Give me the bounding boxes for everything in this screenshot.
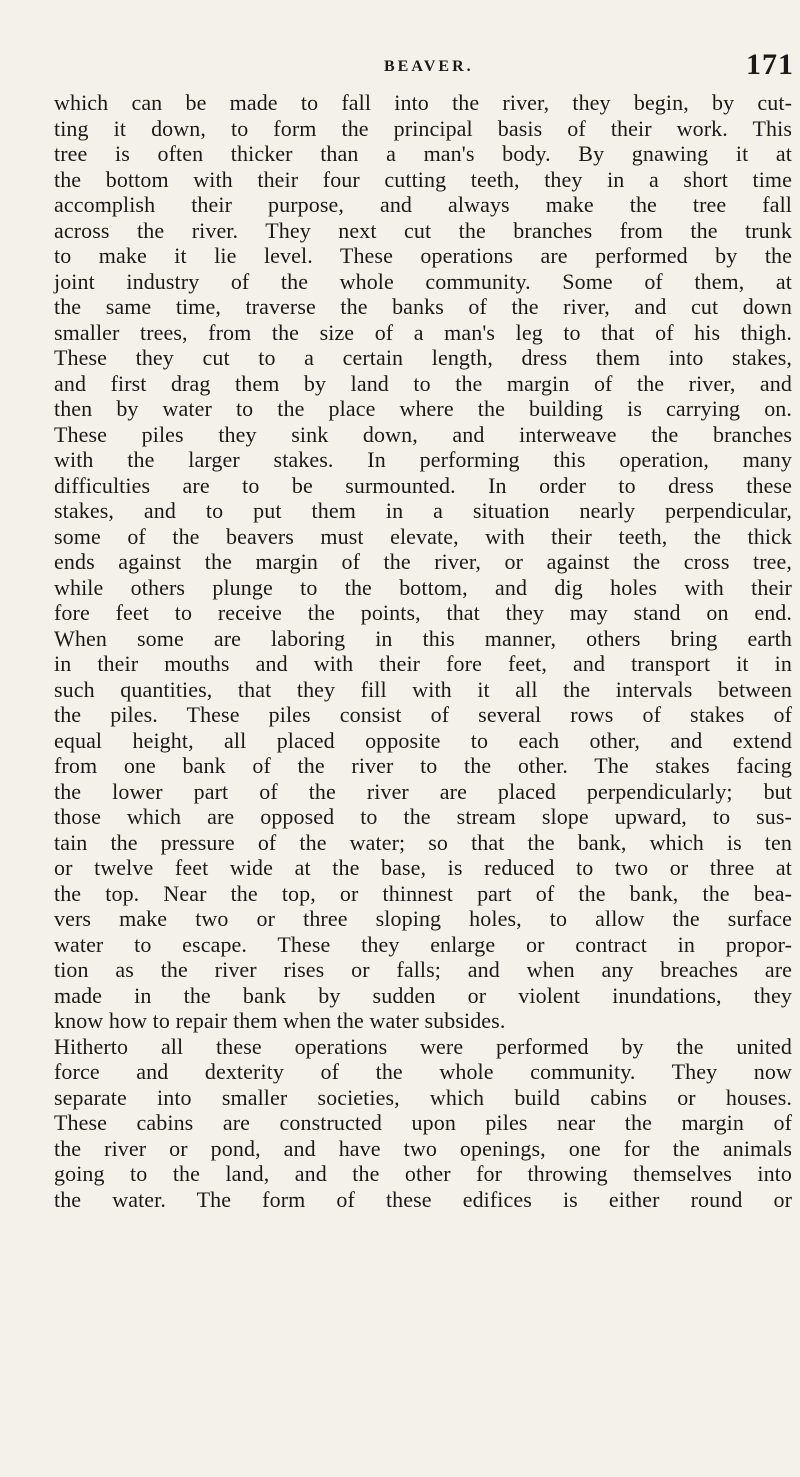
text-line: the river or pond, and have two openings, one for the animals	[54, 1135, 792, 1161]
text-line: the same time, traverse the banks of the river, and cut down	[54, 294, 792, 319]
running-head	[54, 48, 794, 88]
text-line: These piles they sink down, and interweave the branches	[54, 421, 792, 447]
text-line: and first drag them by land to the margin of the river, and	[54, 370, 792, 396]
text-line: the top. Near the top, or thinnest part of the bank, the bea-	[54, 880, 792, 906]
running-title: BEAVER.	[384, 58, 474, 75]
text-line: from one bank of the river to the other. The stakes facing	[54, 753, 792, 778]
text-line: separate into smaller societies, which build cabins or houses.	[54, 1084, 792, 1110]
text-line: fore feet to receive the points, that they may stand on end.	[54, 600, 792, 625]
text-line: These they cut to a certain length, dress them into stakes,	[54, 345, 792, 370]
text-line: tree is often thicker than a man's body. By gnawing it at	[54, 141, 792, 166]
text-line: These cabins are constructed upon piles near the margin of	[54, 1110, 792, 1135]
text-line: ends against the margin of the river, or against the cross tree,	[54, 549, 792, 574]
text-line: going to the land, and the other for throwing themselves into	[54, 1161, 792, 1186]
page-number: 171	[746, 48, 794, 81]
text-line: equal height, all placed opposite to each other, and extend	[54, 727, 792, 753]
text-line: difficulties are to be surmounted. In order to dress these	[54, 472, 792, 498]
text-line: smaller trees, from the size of a man's leg to that of his thigh.	[54, 319, 792, 345]
text-line: When some are laboring in this manner, others bring earth	[54, 625, 792, 651]
text-line: the piles. These piles consist of several rows of stakes of	[54, 702, 792, 727]
text-line: tion as the river rises or falls; and when any breaches are	[54, 957, 792, 982]
text-line: Hitherto all these operations were performed by the united	[54, 1033, 792, 1059]
text-line: tain the pressure of the water; so that the bank, which is ten	[54, 829, 792, 855]
text-line: which can be made to fall into the river, they begin, by cut-	[54, 90, 792, 115]
text-line: the bottom with their four cutting teeth, they in a short time	[54, 166, 792, 192]
text-line: vers make two or three sloping holes, to allow the surface	[54, 906, 792, 931]
text-line: force and dexterity of the whole community. They now	[54, 1059, 792, 1084]
text-line: then by water to the place where the building is carrying on.	[54, 396, 792, 421]
text-line: the lower part of the river are placed perpendicularly; but	[54, 778, 792, 804]
text-line: stakes, and to put them in a situation nearly perpendicular,	[54, 498, 792, 523]
text-line: water to escape. These they enlarge or contract in propor-	[54, 931, 792, 957]
body-text	[54, 90, 792, 1212]
text-line: while others plunge to the bottom, and dig holes with their	[54, 574, 792, 600]
text-line: or twelve feet wide at the base, is reduced to two or three at	[54, 855, 792, 880]
text-line: know how to repair them when the water subsides.	[54, 1008, 506, 1033]
text-line: some of the beavers must elevate, with their teeth, the thick	[54, 523, 792, 549]
text-line: across the river. They next cut the branches from the trunk	[54, 217, 792, 243]
text-line: accomplish their purpose, and always make the tree fall	[54, 192, 792, 217]
text-line: such quantities, that they fill with it all the intervals between	[54, 676, 792, 702]
text-line: those which are opposed to the stream slope upward, to sus-	[54, 804, 792, 829]
text-line: in their mouths and with their fore feet, and transport it in	[54, 651, 792, 676]
text-line: ting it down, to form the principal basis of their work. This	[54, 115, 792, 141]
text-line: with the larger stakes. In performing this operation, many	[54, 447, 792, 472]
text-line: to make it lie level. These operations are performed by the	[54, 243, 792, 268]
text-line: the water. The form of these edifices is either round or	[54, 1186, 792, 1212]
text-line: made in the bank by sudden or violent inundations, they	[54, 982, 792, 1008]
text-line: joint industry of the whole community. Some of them, at	[54, 268, 792, 294]
